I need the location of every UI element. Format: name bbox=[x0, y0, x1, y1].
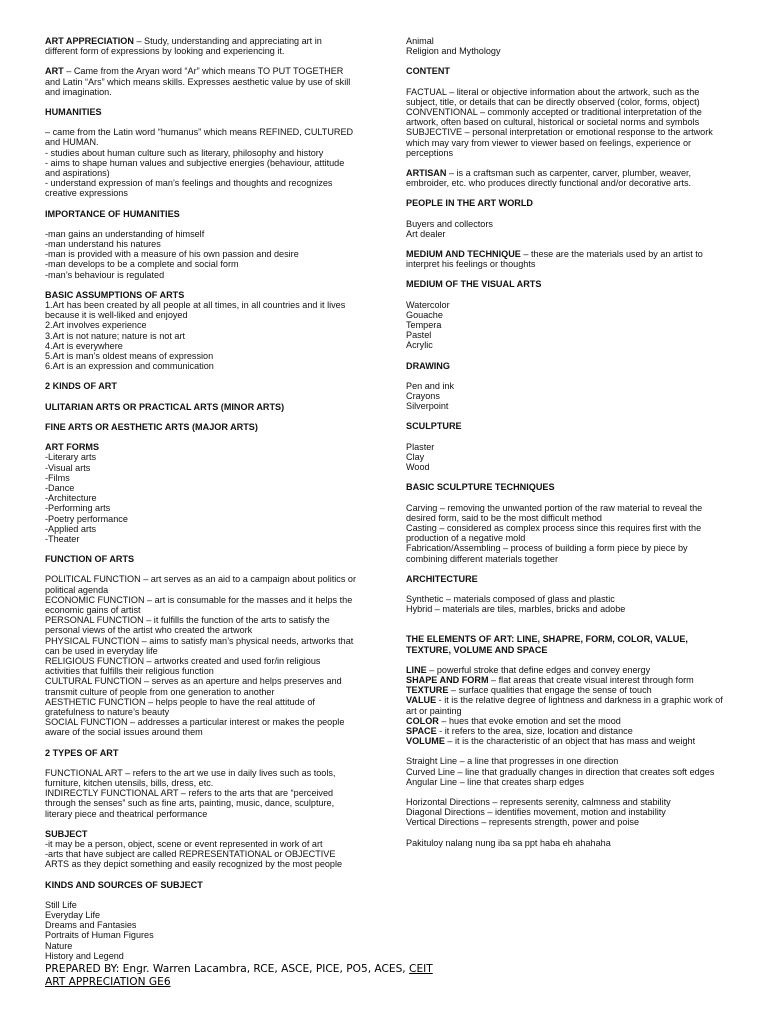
importance-list bbox=[45, 229, 357, 280]
prepared-by: PREPARED BY: Engr. Warren Lacambra, RCE, ASCE, PICE, PO5, ACES, CEIT bbox=[45, 963, 433, 975]
techniques-list bbox=[406, 503, 724, 564]
function-list bbox=[45, 574, 357, 737]
text-line: CULTURAL FUNCTION – serves as an aperture and helps preserves and transmit culture of people from one generation to another bbox=[45, 676, 342, 697]
list-item: Dreams and Fantasies bbox=[45, 920, 137, 931]
text-line: - studies about human culture such as literary, philosophy and history bbox=[45, 147, 324, 158]
list-item: -Applied arts bbox=[45, 523, 97, 534]
heading-medium-visual-arts: MEDIUM OF THE VISUAL ARTS bbox=[406, 279, 542, 290]
heading-function-of-arts: FUNCTION OF ARTS bbox=[45, 554, 135, 565]
text-line: FACTUAL – literal or objective information about the artwork, such as the subject, title, or details that can be directly observed (color, forms, object) bbox=[406, 86, 700, 107]
list-item: -Poetry performance bbox=[45, 513, 128, 524]
text-line: RELIGIOUS FUNCTION – artworks created and used for/in religious activities that fulfills their religious function bbox=[45, 655, 321, 677]
heading-utilitarian-arts: ULITARIAN ARTS OR PRACTICAL ARTS (MINOR ARTS) bbox=[45, 401, 285, 412]
list-item: Wood bbox=[406, 462, 430, 473]
list-item: -Films bbox=[45, 472, 70, 483]
people-list bbox=[406, 219, 724, 239]
heading-humanities: HUMANITIES bbox=[45, 107, 102, 118]
list-item: Pastel bbox=[406, 330, 432, 341]
text-line: Straight Line – a line that progresses in one direction bbox=[406, 756, 619, 767]
list-item: Gouache bbox=[406, 309, 443, 320]
element-item: COLOR – hues that evoke emotion and set the mood bbox=[406, 715, 621, 726]
text-line: Horizontal Directions – represents serenity, calmness and stability bbox=[406, 796, 671, 807]
text-line: 4.Art is everywhere bbox=[45, 340, 123, 351]
text-line: Casting – considered as complex process since this requires first with the production of a negative mold bbox=[406, 522, 702, 544]
heading-fine-arts: FINE ARTS OR AESTHETIC ARTS (MAJOR ARTS) bbox=[45, 421, 258, 432]
visual-medium-list bbox=[406, 300, 724, 351]
directions-list bbox=[406, 797, 724, 828]
list-item: -Theater bbox=[45, 533, 80, 544]
heading-assumptions: BASIC ASSUMPTIONS OF ARTS bbox=[45, 289, 185, 300]
text-line: -man is provided with a measure of his own passion and desire bbox=[45, 249, 299, 260]
text-line: - aims to shape human values and subjective energies (behaviour, attitude and aspirations) bbox=[45, 157, 345, 179]
text-line: AESTHETIC FUNCTION – helps people to have the real attitude of gratefulness to nature’s beauty bbox=[45, 696, 315, 717]
closing-note: Pakituloy nalang nung iba sa ppt haba eh ahahaha bbox=[406, 837, 611, 848]
definition-art-appreciation: ART APPRECIATION – Study, understanding and appreciating art in different form of expressions by looking and experiencing it. bbox=[45, 36, 322, 57]
element-item: VOLUME – it is the characteristic of an object that has mass and weight bbox=[406, 736, 696, 747]
course-title: ART APPRECIATION GE6 bbox=[45, 976, 171, 988]
text-line: 6.Art is an expression and communication bbox=[45, 361, 214, 372]
text-line: Carving – removing the unwanted portion of the raw material to reveal the desired form, said to be the most difficult method bbox=[406, 502, 703, 523]
text-line: -man’s behaviour is regulated bbox=[45, 269, 165, 280]
text-line: Hybrid – materials are tiles, marbles, bricks and adobe bbox=[406, 604, 626, 615]
heading-art-forms: ART FORMS bbox=[45, 442, 100, 453]
list-item: Crayons bbox=[406, 391, 440, 402]
list-item: Plaster bbox=[406, 441, 435, 452]
art-forms-list bbox=[45, 452, 357, 544]
heading-architecture: ARCHITECTURE bbox=[406, 573, 478, 584]
list-item: Pen and ink bbox=[406, 380, 455, 391]
text-line: POLITICAL FUNCTION – art serves as an aid to a campaign about politics or political agenda bbox=[45, 574, 356, 595]
text-line: CONVENTIONAL – commonly accepted or traditional interpretation of the artwork, often based on cultural, historical or societal norms and symbols bbox=[406, 107, 702, 128]
text-line: -man gains an understanding of himself bbox=[45, 228, 205, 239]
definition-artisan: ARTISAN – is a craftsman such as carpenter, carver, plumber, weaver, embroider, etc. who produces directly functional and/or decorative arts. bbox=[406, 168, 692, 189]
heading-elements-of-art: THE ELEMENTS OF ART: LINE, SHAPRE, FORM, COLOR, VALUE, TEXTURE, VOLUME AND SPACE bbox=[406, 634, 688, 655]
drawing-list bbox=[406, 381, 724, 412]
elements-list bbox=[406, 665, 724, 747]
text-line: – came from the Latin word “humanus” which means REFINED, CULTURED and HUMAN. bbox=[45, 127, 354, 148]
text-line: Curved Line – line that gradually changes in direction that creates soft edges bbox=[406, 766, 715, 777]
sources-list bbox=[45, 900, 357, 961]
text-line: -man understand his natures bbox=[45, 239, 161, 250]
text-line: 5.Art is man’s oldest means of expression bbox=[45, 351, 214, 362]
list-item: Still Life bbox=[45, 899, 77, 910]
element-item: SHAPE AND FORM – flat areas that create visual interest through form bbox=[406, 674, 694, 685]
heading-kinds-of-art: 2 KINDS OF ART bbox=[45, 381, 117, 392]
text-line: Diagonal Directions – identifies movement, motion and instability bbox=[406, 807, 666, 818]
list-item: History and Legend bbox=[45, 950, 124, 961]
definition-art: ART – Came from the Aryan word “Ar” which means TO PUT TOGETHER and Latin “Ars” which means skills. Expresses aesthetic value by use of skill and imagination. bbox=[45, 66, 351, 97]
list-item: -Performing arts bbox=[45, 503, 111, 514]
text-line: ECONOMIC FUNCTION – art is consumable for the masses and it helps the economic gains of artist bbox=[45, 594, 353, 615]
left-column bbox=[45, 36, 357, 961]
architecture-list bbox=[406, 594, 724, 614]
list-item: Watercolor bbox=[406, 299, 450, 310]
list-item: -Architecture bbox=[45, 493, 97, 504]
list-item: -Literary arts bbox=[45, 452, 97, 463]
list-item: Tempera bbox=[406, 320, 442, 331]
list-item: Silverpoint bbox=[406, 401, 449, 412]
text-line: 1.Art has been created by all people at all times, in all countries and it lives because it is well-liked and enjoyed bbox=[45, 300, 346, 321]
text-line: INDIRECTLY FUNCTIONAL ART – refers to the arts that are “perceived through the senses” such as fine arts, painting, music, dance, sculpture, literary piece and theatrical performance bbox=[45, 788, 335, 819]
heading-kinds-sources: KINDS AND SOURCES OF SUBJECT bbox=[45, 879, 203, 890]
element-item: LINE – powerful stroke that define edges and convey energy bbox=[406, 664, 651, 675]
definition-medium-technique: MEDIUM AND TECHNIQUE – these are the materials used by an artist to interpret his feelings or thoughts bbox=[406, 249, 703, 270]
line-types-list bbox=[406, 756, 724, 787]
text-line: PHYSICAL FUNCTION – aims to satisfy man’s physical needs, artworks that can be used in everyday life bbox=[45, 635, 354, 656]
text-line: -it may be a person, object, scene or event represented in work of art bbox=[45, 839, 323, 849]
heading-people-art-world: PEOPLE IN THE ART WORLD bbox=[406, 198, 533, 209]
text-line: 2.Art involves experience bbox=[45, 320, 147, 331]
list-item: Nature bbox=[45, 940, 73, 951]
heading-sculpture: SCULPTURE bbox=[406, 421, 462, 432]
text-line: 3.Art is not nature; nature is not art bbox=[45, 330, 186, 341]
list-item: Religion and Mythology bbox=[406, 46, 501, 57]
sculpture-list bbox=[406, 442, 724, 473]
right-column bbox=[406, 36, 724, 848]
list-item: -Dance bbox=[45, 482, 75, 493]
text-line: -man develops to be a complete and social form bbox=[45, 259, 239, 270]
list-item: Acrylic bbox=[406, 340, 433, 351]
text-line: Fabrication/Assembling – process of building a form piece by piece by combining different materials together bbox=[406, 543, 688, 564]
humanities-list bbox=[45, 127, 357, 198]
list-item: Buyers and collectors bbox=[406, 218, 493, 229]
sources-continued-list bbox=[406, 36, 724, 56]
text-line: SOCIAL FUNCTION – addresses a particular interest or makes the people aware of the social issues around them bbox=[45, 717, 345, 738]
footer bbox=[45, 963, 725, 989]
list-item: Everyday Life bbox=[45, 910, 101, 921]
assumptions-list bbox=[45, 300, 357, 371]
list-item: Art dealer bbox=[406, 228, 446, 239]
heading-content: CONTENT bbox=[406, 66, 450, 77]
text-line: Synthetic – materials composed of glass and plastic bbox=[406, 593, 615, 604]
list-item: Clay bbox=[406, 451, 425, 462]
list-item: Portraits of Human Figures bbox=[45, 930, 154, 941]
element-item: TEXTURE – surface qualities that engage the sense of touch bbox=[406, 685, 652, 696]
element-item: VALUE - it is the relative degree of lightness and darkness in a graphic work of art or painting bbox=[406, 695, 723, 716]
heading-importance: IMPORTANCE OF HUMANITIES bbox=[45, 208, 180, 219]
types-list bbox=[45, 768, 357, 819]
list-item: -Visual arts bbox=[45, 462, 91, 473]
text-line: PERSONAL FUNCTION – it fulfills the function of the arts to satisfy the personal views of the artist who created the artwork bbox=[45, 615, 330, 636]
heading-sculpture-techniques: BASIC SCULPTURE TECHNIQUES bbox=[406, 482, 555, 493]
text-line: Vertical Directions – represents strength, power and poise bbox=[406, 817, 640, 828]
text-line: Angular Line – line that creates sharp edges bbox=[406, 776, 584, 787]
text-line: - understand expression of man’s feelings and thoughts and recognizes creative expressions bbox=[45, 178, 333, 199]
heading-types-of-art: 2 TYPES OF ART bbox=[45, 747, 119, 758]
text-line: SUBJECTIVE – personal interpretation or emotional response to the artwork which may vary from viewer to viewer based on feelings, experience or perceptions bbox=[406, 127, 713, 158]
content-list bbox=[406, 87, 724, 158]
subject-list bbox=[45, 839, 357, 870]
heading-drawing: DRAWING bbox=[406, 360, 450, 371]
text-line: -arts that have subject are called REPRESENTATIONAL or OBJECTIVE ARTS as they depict something and easily recognized by the most people bbox=[45, 849, 343, 870]
text-line: FUNCTIONAL ART – refers to the art we use in daily lives such as tools, furniture, kitchen utensils, bills, dress, etc. bbox=[45, 767, 336, 788]
list-item: Animal bbox=[406, 36, 434, 46]
element-item: SPACE - it refers to the area, size, location and distance bbox=[406, 725, 633, 736]
org-link: CEIT bbox=[409, 963, 433, 975]
heading-subject: SUBJECT bbox=[45, 828, 88, 839]
